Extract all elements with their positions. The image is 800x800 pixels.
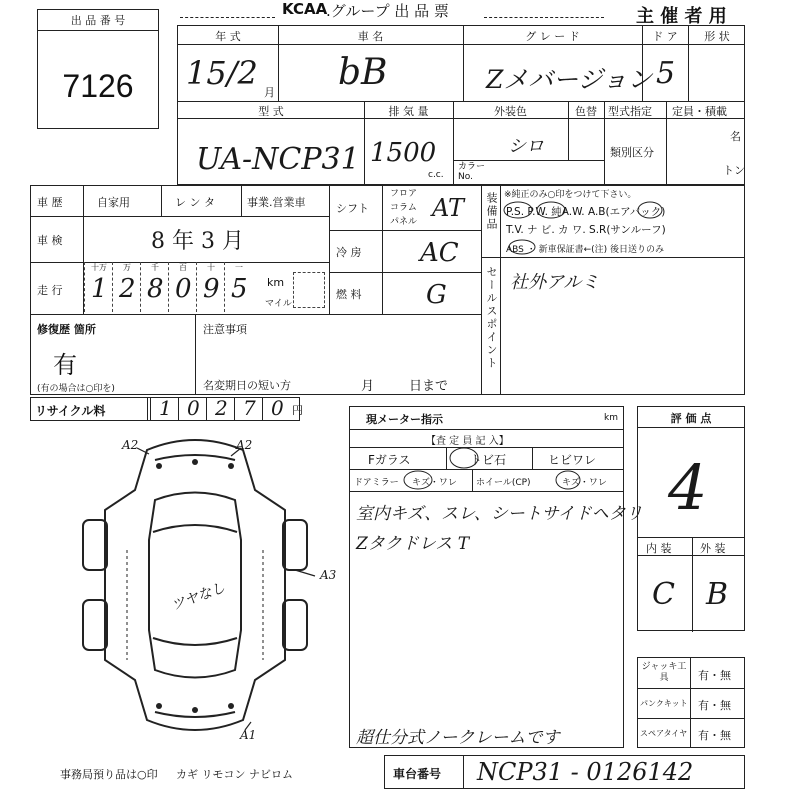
- shift-value: AT: [432, 194, 465, 222]
- caution-label: 注意事項: [203, 323, 247, 336]
- diagram-mark-a3: A3: [320, 568, 337, 582]
- rental-option: レ ン タ: [175, 196, 215, 209]
- repair-block: [30, 314, 482, 395]
- interior-label: 内 装: [646, 542, 672, 555]
- mileage-digit-cell: [168, 262, 197, 312]
- chip-label: トビ石: [470, 453, 507, 467]
- recycle-digit-cell: [150, 398, 179, 420]
- accessories-block: [637, 657, 745, 748]
- mileage-digit-cell: [112, 262, 141, 312]
- model-label: 型 式: [258, 105, 284, 118]
- spare-yes-no: 有・無: [698, 729, 731, 742]
- equipment-circles: [482, 186, 746, 259]
- organizer-label: 主 催 者 用: [636, 6, 727, 27]
- displacement-label: 排 気 量: [388, 105, 429, 118]
- door-mirror-scratch-label: キズ・ワレ: [412, 478, 457, 488]
- color-change-label: 色替: [575, 105, 597, 118]
- puncture-label: パンクキット: [640, 699, 688, 708]
- ac-label: 冷 房: [336, 246, 362, 259]
- rating-block: [637, 406, 745, 631]
- diagram-mark-a1: A1: [240, 728, 257, 742]
- private-use-option: 自家用: [97, 196, 130, 209]
- mileage-digit: 9: [203, 274, 220, 304]
- repair-label: 修復歴 箇所: [37, 323, 96, 336]
- mileage-unit-label: 一: [235, 263, 243, 272]
- chassis-block: [384, 755, 745, 789]
- equipment-note: ※純正のみ○印をつけて下さい。: [504, 190, 637, 200]
- expiry-month-label: 月: [361, 379, 375, 394]
- puncture-yes-no: 有・無: [698, 699, 731, 712]
- equipment-block: [481, 185, 745, 258]
- meter-label: 現メーター指示: [366, 413, 443, 426]
- diagram-note: ツヤなし: [169, 579, 228, 615]
- ac-value: AC: [420, 238, 459, 268]
- equipment-line1: P.S. P.W. 純A.W. A.B(エアバック): [506, 206, 666, 218]
- mileage-digit: 8: [147, 274, 164, 304]
- spare-label: スペアタイヤ: [640, 729, 688, 738]
- mileage-unit-label: 十: [207, 263, 215, 272]
- recycle-unit: 円: [292, 404, 303, 417]
- jack-yes-no: 有・無: [698, 669, 731, 682]
- repair-note: (有の場合は○印を): [37, 384, 115, 394]
- tons-unit: トン: [723, 164, 745, 177]
- interior-grade: C: [652, 577, 675, 612]
- inspector-circles: [350, 407, 625, 497]
- car-name-label: 車 名: [357, 30, 384, 43]
- shift-option-panel: パネル: [390, 217, 418, 227]
- mileage-digit: 0: [175, 274, 192, 304]
- lot-number-value: 7126: [62, 68, 134, 104]
- recycle-digit-cell: [262, 398, 291, 420]
- inspector-note-2: Zタクドレス T: [356, 534, 470, 554]
- mileage-unit-label: 万: [123, 263, 131, 272]
- recycle-digit-cell: [234, 398, 263, 420]
- expiry-day-label: 日まで: [409, 379, 449, 394]
- rating-label: 評 価 点: [670, 412, 712, 425]
- inspector-note-1: 室内キズ、スレ、シートサイドヘタリ: [356, 504, 643, 524]
- sales-point-block: [481, 257, 745, 395]
- office-items: カギ リモコン ナビロム: [176, 768, 293, 781]
- diagram-mark-a2-right: A2: [236, 438, 253, 452]
- exterior-grade: B: [706, 577, 729, 612]
- mileage-digit: 2: [119, 274, 136, 304]
- category-label: 類別区分: [610, 146, 654, 159]
- business-option: 事業.営業車: [247, 196, 306, 209]
- color-value: シロ: [508, 136, 544, 157]
- cc-unit: c.c.: [428, 170, 444, 180]
- year-value: 15/2: [186, 54, 258, 92]
- sheet-title: .グループ 出 品 票: [326, 2, 449, 20]
- recycle-digit: 1: [159, 396, 172, 420]
- fuel-value: G: [426, 280, 447, 310]
- doors-label: ド ア: [652, 30, 678, 43]
- crack-label: ヒビワレ: [548, 453, 597, 467]
- displacement-value: 1500: [370, 138, 437, 168]
- rating-score: 4: [668, 451, 708, 524]
- f-glass-label: Fガラス: [368, 453, 411, 467]
- repair-value: 有: [53, 351, 77, 379]
- mileage-digit-cell: [84, 262, 113, 312]
- mileage-unit-label: 千: [151, 263, 159, 272]
- expiry-label: 名変期日の短い方: [203, 379, 291, 392]
- wheel-label: ホイール(CP): [476, 478, 531, 488]
- inspection-label: 車 検: [37, 234, 63, 247]
- recycle-digit: 0: [187, 396, 200, 420]
- exterior-label: 外 装: [700, 542, 726, 555]
- lot-number-label: 出 品 番 号: [38, 12, 158, 31]
- mileage-digit-cell: [224, 262, 253, 312]
- equipment-line2: T.V. ナ ビ. カ ワ. S.R(サンルーフ): [506, 224, 666, 236]
- fuel-label: 燃 料: [336, 288, 362, 301]
- vehicle-info-row1: [177, 25, 745, 102]
- body-shape-label: 形 状: [704, 30, 730, 43]
- shift-option-column: コラム: [390, 203, 417, 213]
- equipment-label: 装備品: [485, 192, 498, 231]
- mileage-label: 走 行: [37, 284, 63, 297]
- recycle-label: リサイクル料: [35, 404, 106, 418]
- recycle-digit: 0: [271, 396, 284, 420]
- km-label: km: [267, 276, 285, 289]
- car-name-value: bB: [338, 52, 388, 93]
- door-mirror-label: ドアミラー: [354, 478, 399, 488]
- color-no-label: カラー No.: [458, 162, 486, 182]
- shift-label: シフト: [336, 202, 369, 215]
- inspector-note-3: 超仕分式ノークレームです: [356, 728, 560, 748]
- mileage-digit: 5: [231, 274, 248, 304]
- mile-checkbox: [293, 272, 325, 308]
- chassis-label: 車台番号: [393, 767, 442, 781]
- doors-value: 5: [656, 56, 676, 91]
- grade-label: グ レ ー ド: [525, 30, 580, 43]
- mileage-unit-label: 十万: [91, 263, 107, 272]
- recycle-digit: 2: [215, 396, 228, 420]
- meter-unit: km: [604, 413, 618, 423]
- year-label: 年 式: [215, 30, 241, 43]
- diagram-mark-a2-left: A2: [122, 438, 139, 452]
- office-note: 事務局預り品は○印: [60, 768, 158, 781]
- lot-number-box: [37, 9, 159, 129]
- persons-unit: 名: [730, 130, 741, 143]
- recycle-digit-cell: [178, 398, 207, 420]
- sales-point-label: セールスポイント: [485, 266, 498, 370]
- model-value: UA-NCP31: [196, 142, 360, 177]
- ext-color-label: 外装色: [494, 105, 527, 118]
- mileage-unit-label: 百: [179, 263, 187, 272]
- inspector-header: 【査 定 員 記 入】: [426, 436, 509, 447]
- shift-block: [329, 185, 482, 315]
- mileage-digit: 1: [91, 274, 108, 304]
- chassis-value: NCP31 - 0126142: [477, 758, 694, 786]
- history-label: 車 歴: [37, 196, 63, 209]
- sales-point-value: 社外アルミ: [510, 272, 600, 293]
- grade-value: Zメバージョン: [486, 65, 653, 94]
- brand-logo: KCAA: [282, 0, 328, 18]
- recycle-digit: 7: [243, 396, 256, 420]
- capacity-label: 定員・積載: [672, 105, 727, 118]
- wheel-scratch-label: キズ・ワレ: [562, 478, 607, 488]
- shift-option-floor: フロア: [390, 189, 418, 199]
- mileage-digit-cell: [140, 262, 169, 312]
- meter-block: [349, 406, 643, 748]
- recycle-digit-cell: [206, 398, 235, 420]
- designation-label: 型式指定: [608, 105, 652, 118]
- equipment-line3: ABS ・ 新車保証書←(注) 後日送りのみ: [506, 245, 665, 255]
- mileage-digit-cell: [196, 262, 225, 312]
- month-suffix: 月: [264, 86, 275, 99]
- mile-label: マイル: [265, 299, 292, 309]
- inspection-value: 8 年 3 月: [151, 229, 244, 254]
- jack-label: ジャッキ工具: [641, 662, 687, 683]
- vehicle-info-row2: [177, 101, 745, 185]
